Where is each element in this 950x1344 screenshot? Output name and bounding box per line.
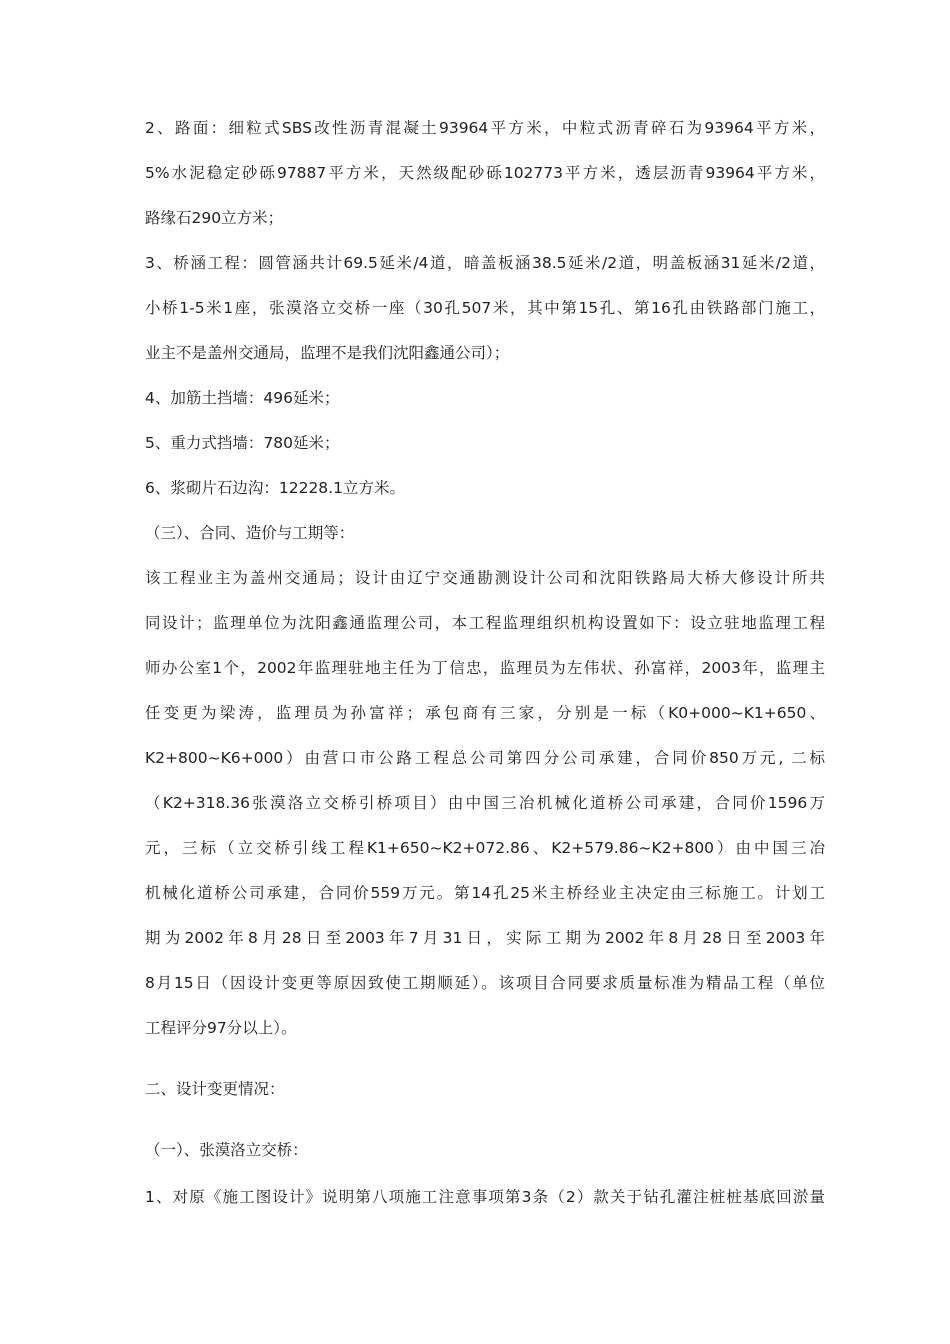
paragraph-line: 路缘石290立方米； bbox=[145, 209, 284, 227]
paragraph-line: 期为2002年8月28日至2003年7月31日，实际工期为2002年8月28日至2003年 bbox=[145, 929, 825, 947]
section-heading: （三）、合同、造价与工期等： bbox=[145, 524, 355, 542]
paragraph-line: （K2+318.36张漠洛立交桥引桥项目）由中国三冶机械化道桥公司承建，合同价1596万 bbox=[145, 794, 825, 812]
paragraph-line: 4、加筋土挡墙：496延米； bbox=[145, 389, 340, 407]
paragraph-line: 6、浆砌片石边沟：12228.1立方米。 bbox=[145, 479, 405, 497]
paragraph-line: 机械化道桥公司承建，合同价559万元。第14孔25米主桥经业主决定由三标施工。计划工 bbox=[145, 884, 825, 902]
paragraph-line: 业主不是盖州交通局，监理不是我们沈阳鑫通公司）； bbox=[145, 344, 510, 362]
paragraph-line: 2、路面：细粒式SBS改性沥青混凝土93964平方米，中粒式沥青碎石为93964平方米， bbox=[145, 119, 825, 137]
paragraph-line: 5%水泥稳定砂砾97887平方米，天然级配砂砾102773平方米，透层沥青93964平方米， bbox=[145, 164, 825, 182]
paragraph-line: 工程评分97分以上）。 bbox=[145, 1019, 297, 1037]
paragraph-line: 3、桥涵工程：圆管涵共计69.5延米/4道，暗盖板涵38.5延米/2道，明盖板涵31延米/2道， bbox=[145, 254, 825, 272]
subsection-heading: （一）、张漠洛立交桥： bbox=[145, 1141, 308, 1159]
paragraph-line: 小桥1-5米1座，张漠洛立交桥一座（30孔507米，其中第15孔、第16孔由铁路部门施工， bbox=[145, 299, 825, 317]
paragraph-line: 8月15日（因设计变更等原因致使工期顺延）。该项目合同要求质量标准为精品工程（单位 bbox=[145, 974, 825, 992]
paragraph-line: 同设计；监理单位为沈阳鑫通监理公司，本工程监理组织机构设置如下：设立驻地监理工程 bbox=[145, 614, 825, 632]
paragraph-line: K2+800~K6+000）由营口市公路工程总公司第四分公司承建，合同价850万元, 二标 bbox=[145, 749, 825, 767]
paragraph-line: 1、对原《施工图设计》说明第八项施工注意事项第3条（2）款关于钻孔灌注桩桩基底回淤量 bbox=[145, 1188, 825, 1206]
paragraph-line: 任变更为梁涛，监理员为孙富祥；承包商有三家，分别是一标（K0+000~K1+650、 bbox=[145, 704, 825, 722]
paragraph-line: 该工程业主为盖州交通局；设计由辽宁交通勘测设计公司和沈阳铁路局大桥大修设计所共 bbox=[145, 569, 825, 587]
paragraph-line: 师办公室1个，2002年监理驻地主任为丁信忠，监理员为左伟状、孙富祥，2003年，监理主 bbox=[145, 659, 825, 677]
section-heading: 二、设计变更情况： bbox=[145, 1080, 285, 1098]
paragraph-line: 5、重力式挡墙：780延米； bbox=[145, 434, 340, 452]
paragraph-line: 元，三标（立交桥引线工程K1+650~K2+072.86、K2+579.86~K2+800）由中国三冶 bbox=[145, 839, 825, 857]
